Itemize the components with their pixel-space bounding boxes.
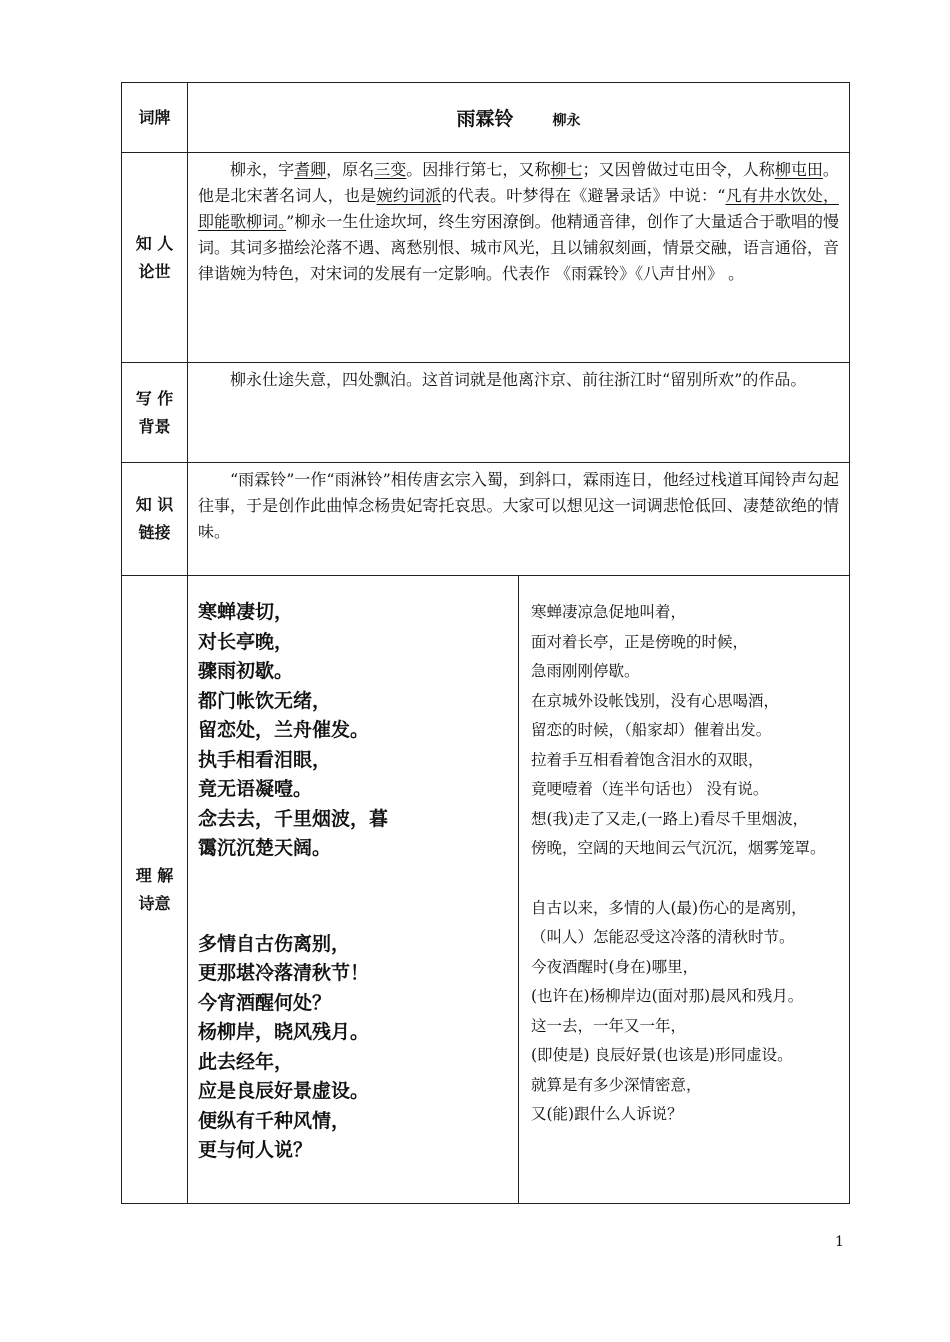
poem-author: 柳永 bbox=[552, 113, 581, 129]
bio-underline-5: 婉约词派 bbox=[376, 186, 442, 205]
poem-line: 对长亭晚， bbox=[198, 630, 294, 653]
translation-line: 竟哽噎着（连半句话也） 没有说。 bbox=[531, 780, 769, 798]
translation-line: （叫人）怎能忍受这冷落的清秋时节。 bbox=[531, 928, 795, 946]
label-knowledge-text: 知 识 链接 bbox=[135, 495, 174, 542]
translation-line: 寒蝉凄凉急促地叫着， bbox=[531, 603, 687, 621]
poem-stanza-gap bbox=[198, 864, 508, 930]
label-author-bio-text: 知 人 论世 bbox=[135, 233, 174, 281]
author-bio-paragraph bbox=[198, 157, 839, 287]
poem-line: 便纵有千种风情， bbox=[198, 1109, 351, 1132]
bio-underline-2: 三变 bbox=[374, 160, 407, 179]
label-knowledge bbox=[122, 463, 188, 576]
translation-part-1 bbox=[531, 598, 841, 864]
label-background-text: 写 作 背景 bbox=[135, 388, 174, 436]
poem-line: 寒蝉凄切， bbox=[198, 601, 294, 623]
meaning-row bbox=[122, 576, 850, 1204]
poem-line: 霭沉沉楚天阔。 bbox=[198, 837, 332, 859]
knowledge-text-cell bbox=[188, 463, 850, 576]
translation-line: 又(能)跟什么人诉说？ bbox=[531, 1105, 683, 1123]
translation-line: (即使是) 良辰好景(也该是)形同虚设。 bbox=[531, 1046, 793, 1064]
poem-line: 更那堪冷落清秋节！ bbox=[198, 962, 370, 984]
label-meaning-text: 理 解 诗意 bbox=[135, 865, 174, 913]
translation-line: 就算是有多少深情密意， bbox=[531, 1075, 702, 1094]
poem-line: 此去经年， bbox=[198, 1050, 294, 1073]
background-text-cell bbox=[188, 363, 850, 463]
translation-line: 今夜酒醒时(身在)哪里， bbox=[531, 957, 699, 976]
poem-line: 杨柳岸，晓风残月。 bbox=[198, 1021, 370, 1043]
poem-study-table bbox=[121, 82, 850, 1204]
poem-line: 念去去，千里烟波，暮 bbox=[198, 807, 389, 830]
translation-line: 面对着长亭，正是傍晚的时候， bbox=[531, 632, 749, 651]
bio-text-2: ，原名 bbox=[326, 160, 375, 179]
poem-line: 今宵酒醒何处？ bbox=[198, 991, 332, 1014]
translation-line: 傍晚，空阔的天地间云气沉沉，烟雾笼罩。 bbox=[531, 839, 826, 857]
translation-line: 想(我)走了又走,(一路上)看尽千里烟波， bbox=[531, 809, 809, 828]
poem-text-cell bbox=[188, 576, 519, 1204]
translation-part-2 bbox=[531, 894, 841, 1130]
bio-underline-3: 柳七 bbox=[550, 160, 583, 179]
bio-underline-1: 耆卿 bbox=[294, 160, 327, 179]
translation-gap bbox=[531, 864, 841, 894]
bio-text-3: 。因排行第七，又称 bbox=[406, 160, 551, 179]
translation-line: 这一去，一年又一年， bbox=[531, 1016, 687, 1035]
translation-line: 留恋的时候，（船家却）催着出发。 bbox=[531, 721, 772, 739]
poem-stanza-1 bbox=[198, 598, 508, 864]
bio-text-4: ；又因曾做过屯田令，人称 bbox=[582, 160, 775, 179]
author-bio-text bbox=[188, 153, 850, 363]
bio-underline-6: 凡有井水饮处，即能歌柳词。 bbox=[198, 186, 839, 231]
bio-text-6: 的代表。叶梦得在《避暑录话》中说：“ bbox=[441, 186, 726, 205]
author-bio-row bbox=[122, 153, 850, 363]
background-row bbox=[122, 363, 850, 463]
poem-line: 骤雨初歇。 bbox=[198, 660, 294, 682]
page-number: 1 bbox=[835, 1234, 844, 1250]
translation-line: (也许在)杨柳岸边(面对那)晨风和残月。 bbox=[531, 987, 804, 1005]
poem-line: 更与何人说？ bbox=[198, 1139, 313, 1161]
poem-stanza-2 bbox=[198, 930, 508, 1166]
translation-line: 在京城外设帐饯别，没有心思喝酒， bbox=[531, 691, 780, 710]
label-background bbox=[122, 363, 188, 463]
title-row bbox=[122, 83, 850, 153]
translation-line: 急雨刚刚停歇。 bbox=[531, 662, 640, 680]
poem-line: 应是良辰好景虚设。 bbox=[198, 1080, 370, 1102]
label-meaning bbox=[122, 576, 188, 1204]
translation-line: 拉着手互相看着饱含泪水的双眼， bbox=[531, 750, 764, 769]
title-cell bbox=[188, 83, 850, 153]
background-text: 柳永仕途失意，四处飘泊。这首词就是他离汴京、前往浙江时“留别所欢”的作品。 bbox=[230, 370, 807, 389]
poem-line: 竟无语凝噎。 bbox=[198, 778, 313, 800]
bio-text-7: ”柳永一生仕途坎坷，终生穷困潦倒。他精通音律，创作了大量适合于歌唱的慢词。其词多描绘沦落不遇、离愁别恨、城市风光，且以铺叙刻画，情景交融，语言通俗，音律谐婉为特色，对宋词的发展有一定影响。代表作 《雨霖铃》《八声甘州》 。 bbox=[198, 212, 839, 283]
bio-text-5: 。他是北宋著名词人，也是 bbox=[198, 160, 839, 205]
knowledge-row bbox=[122, 463, 850, 576]
poem-title: 雨霖铃 bbox=[456, 108, 514, 130]
bio-text-1: 柳永，字 bbox=[230, 160, 295, 179]
bio-underline-4: 柳屯田 bbox=[774, 160, 823, 179]
translation-line: 自古以来，多情的人(最)伤心的是离别， bbox=[531, 898, 807, 917]
poem-line: 都门帐饮无绪， bbox=[198, 689, 332, 712]
poem-line: 留恋处，兰舟催发。 bbox=[198, 719, 370, 741]
label-cipai: 词牌 bbox=[122, 83, 188, 153]
poem-line: 执手相看泪眼， bbox=[198, 748, 332, 771]
translation-text-cell bbox=[519, 576, 850, 1204]
poem-line: 多情自古伤离别， bbox=[198, 932, 351, 955]
knowledge-text: “雨霖铃”一作“雨淋铃”相传唐玄宗入蜀，到斜口，霖雨连日，他经过栈道耳闻铃声勾起往事，于是创作此曲悼念杨贵妃寄托哀思。大家可以想见这一词调悲怆低回、凄楚欲绝的情味。 bbox=[198, 470, 839, 541]
label-author-bio bbox=[122, 153, 188, 363]
